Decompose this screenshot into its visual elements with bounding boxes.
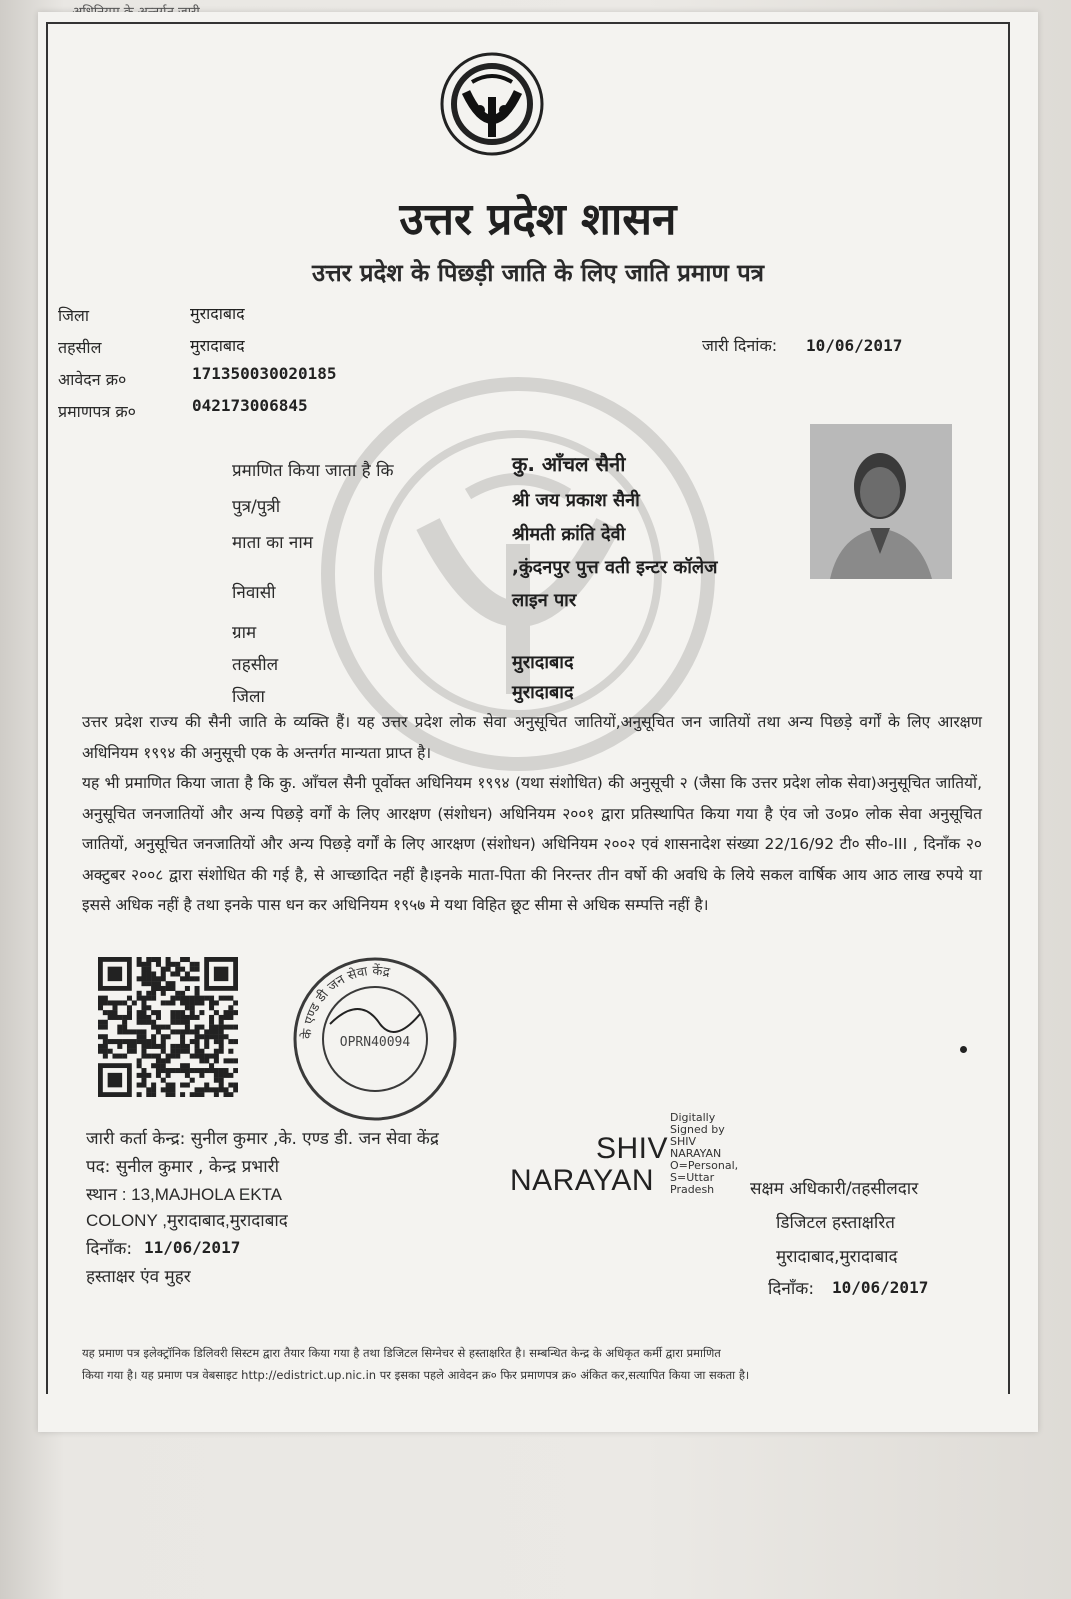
issue-date: 10/06/2017 <box>806 336 903 355</box>
person-district: मुरादाबाद <box>512 682 574 703</box>
body-paragraph-2: यह भी प्रमाणित किया जाता है कि कु. आँचल सैनी पूर्वोक्त अधिनियम १९९४ (यथा संशोधित) की अनुसूची २ (जैसा कि उत्तर प्रदेश लोक सेवा)अनुसूचित जातियों, अनुसूचित जनजातियों और अन्य पिछड़े वर्गों के लिए आरक्षण (संशोधन) अधिनियम २००१ द्वारा प्रतिस्थापित किया गया है एंव जो उ०प्र० लोक सेवा अनुसूचित जातियों, अनुसूचित जनजातियों और अन्य पिछड़े वर्गों के लिए आरक्षण (संशोधन) अधिनियम २००२ एवं शासनादेश संख्या 22/16/92 टी० सी०-III , दिनाँक २० अक्टुबर २००८ द्वारा संशोधित की गई है, से आच्छादित नहीं है।इनके माता-पिता की निरन्तर तीन वर्षो की अवधि के लिये सकल वार्षिक आय आठ लाख रुपये या इससे अधिक नहीं है तथा इनके पास धन कर अधिनियम १९५७ मे यथा विहित छूट सीमा से अधिक सम्पत्ति नहीं है। <box>82 774 982 914</box>
child-of-label: पुत्र/पुत्री <box>232 497 281 517</box>
qr-code <box>98 957 238 1097</box>
district-label: जिला <box>58 306 90 325</box>
resident-label: निवासी <box>232 583 276 603</box>
authority-date-label: दिनाँक: <box>768 1279 815 1299</box>
issuer-place-line2: COLONY ,मुरादाबाद,मुरादाबाद <box>86 1211 288 1230</box>
signer-name-line2: NARAYAN <box>510 1164 655 1197</box>
authority-designation: सक्षम अधिकारी/तहसीलदार <box>750 1179 919 1199</box>
footer-line1: यह प्रमाण पत्र इलेक्ट्रॉनिक डिलिवरी सिस्टम द्वारा तैयार किया गया है तथा डिजिटल सिग्नेचर से हस्ताक्षरित है। सम्बन्धित केन्द्र के अधिकृत कर्मी द्वारा प्रमाणित <box>82 1346 721 1360</box>
certificate-page <box>38 12 1038 1432</box>
issuer-date-label: दिनाँक: <box>86 1239 133 1259</box>
issuer-place-line1: स्थान : 13,MAJHOLA EKTA <box>86 1185 282 1204</box>
authority-date: 10/06/2017 <box>832 1278 929 1297</box>
address-line1: ,कुंदनपुर पुत्त वती इन्टर कॉलेज <box>512 557 718 578</box>
person-tehsil: मुरादाबाद <box>512 652 574 673</box>
tehsil-value: मुरादाबाद <box>190 336 245 355</box>
village-label: ग्राम <box>232 623 257 643</box>
signer-name-line1: SHIV <box>596 1132 669 1165</box>
digital-signature-details: Digitally Signed by SHIV NARAYAN O=Personal, S=Uttar Pradesh <box>670 1111 739 1196</box>
tehsil-label: तहसील <box>58 338 102 357</box>
certificate-number: 042173006845 <box>192 396 308 415</box>
issuer-post: पद: सुनील कुमार , केन्द्र प्रभारी <box>86 1157 279 1177</box>
issuer-date: 11/06/2017 <box>144 1238 241 1257</box>
person-tehsil-label: तहसील <box>232 655 279 675</box>
district-value: मुरादाबाद <box>190 304 245 323</box>
application-label: आवेदन क्र० <box>58 370 127 389</box>
issuing-centre: जारी कर्ता केन्द्र: सुनील कुमार ,के. एण्ड डी. जन सेवा केंद्र <box>86 1129 439 1149</box>
ink-dot <box>960 1046 967 1053</box>
issuer-sign-label: हस्ताक्षर एंव मुहर <box>86 1267 191 1287</box>
applicant-photo <box>810 424 952 579</box>
certificate-number-label: प्रमाणपत्र क्र० <box>58 402 136 421</box>
up-government-emblem-icon <box>422 52 562 157</box>
certificate-title: उत्तर प्रदेश के पिछड़ी जाति के लिए जाति प्रमाण पत्र <box>311 258 765 287</box>
address-line2: लाइन पार <box>512 590 577 611</box>
seal-ring-text: के एण्ड डी जन सेवा केंद्र <box>299 963 391 1040</box>
person-district-label: जिला <box>232 687 265 707</box>
authority-place: मुरादाबाद,मुरादाबाद <box>776 1247 898 1267</box>
seal-code: OPRN40094 <box>339 1035 411 1050</box>
applicant-name: कु. आँचल सैनी <box>512 452 626 476</box>
footer-line2: किया गया है। यह प्रमाण पत्र वेबसाइट http://edistrict.up.nic.in पर इसका पहले आवेदन क्र० फिर प्रमाणपत्र क्र० अंकित कर,सत्यापित किया जा सकता है। <box>82 1368 750 1382</box>
certificate-footer <box>82 1342 982 1386</box>
issue-date-label: जारी दिनांक: <box>702 336 778 355</box>
mother-label: माता का नाम <box>232 533 313 553</box>
certificate-body <box>82 707 982 921</box>
application-number: 171350030020185 <box>192 364 337 383</box>
authority-signed: डिजिटल हस्ताक्षरित <box>776 1213 895 1233</box>
father-name: श्री जय प्रकाश सैनी <box>512 490 640 511</box>
centre-seal-stamp <box>290 954 460 1124</box>
body-paragraph-1: उत्तर प्रदेश राज्य की सैनी जाति के व्यक्ति हैं। यह उत्तर प्रदेश लोक सेवा अनुसूचित जातियों,अनुसूचित जन जातियों तथा अन्य पिछड़े वर्गों के लिए आरक्षण अधिनियम १९९४ की अनुसूची एक के अन्तर्गत मान्यता प्राप्त है। <box>82 713 982 762</box>
government-title: उत्तर प्रदेश शासन <box>399 194 677 245</box>
certify-label: प्रमाणित किया जाता है कि <box>232 461 394 481</box>
mother-name: श्रीमती क्रांति देवी <box>512 524 626 545</box>
svg-text:के एण्ड डी जन सेवा केंद्र <box>299 963 392 1040</box>
